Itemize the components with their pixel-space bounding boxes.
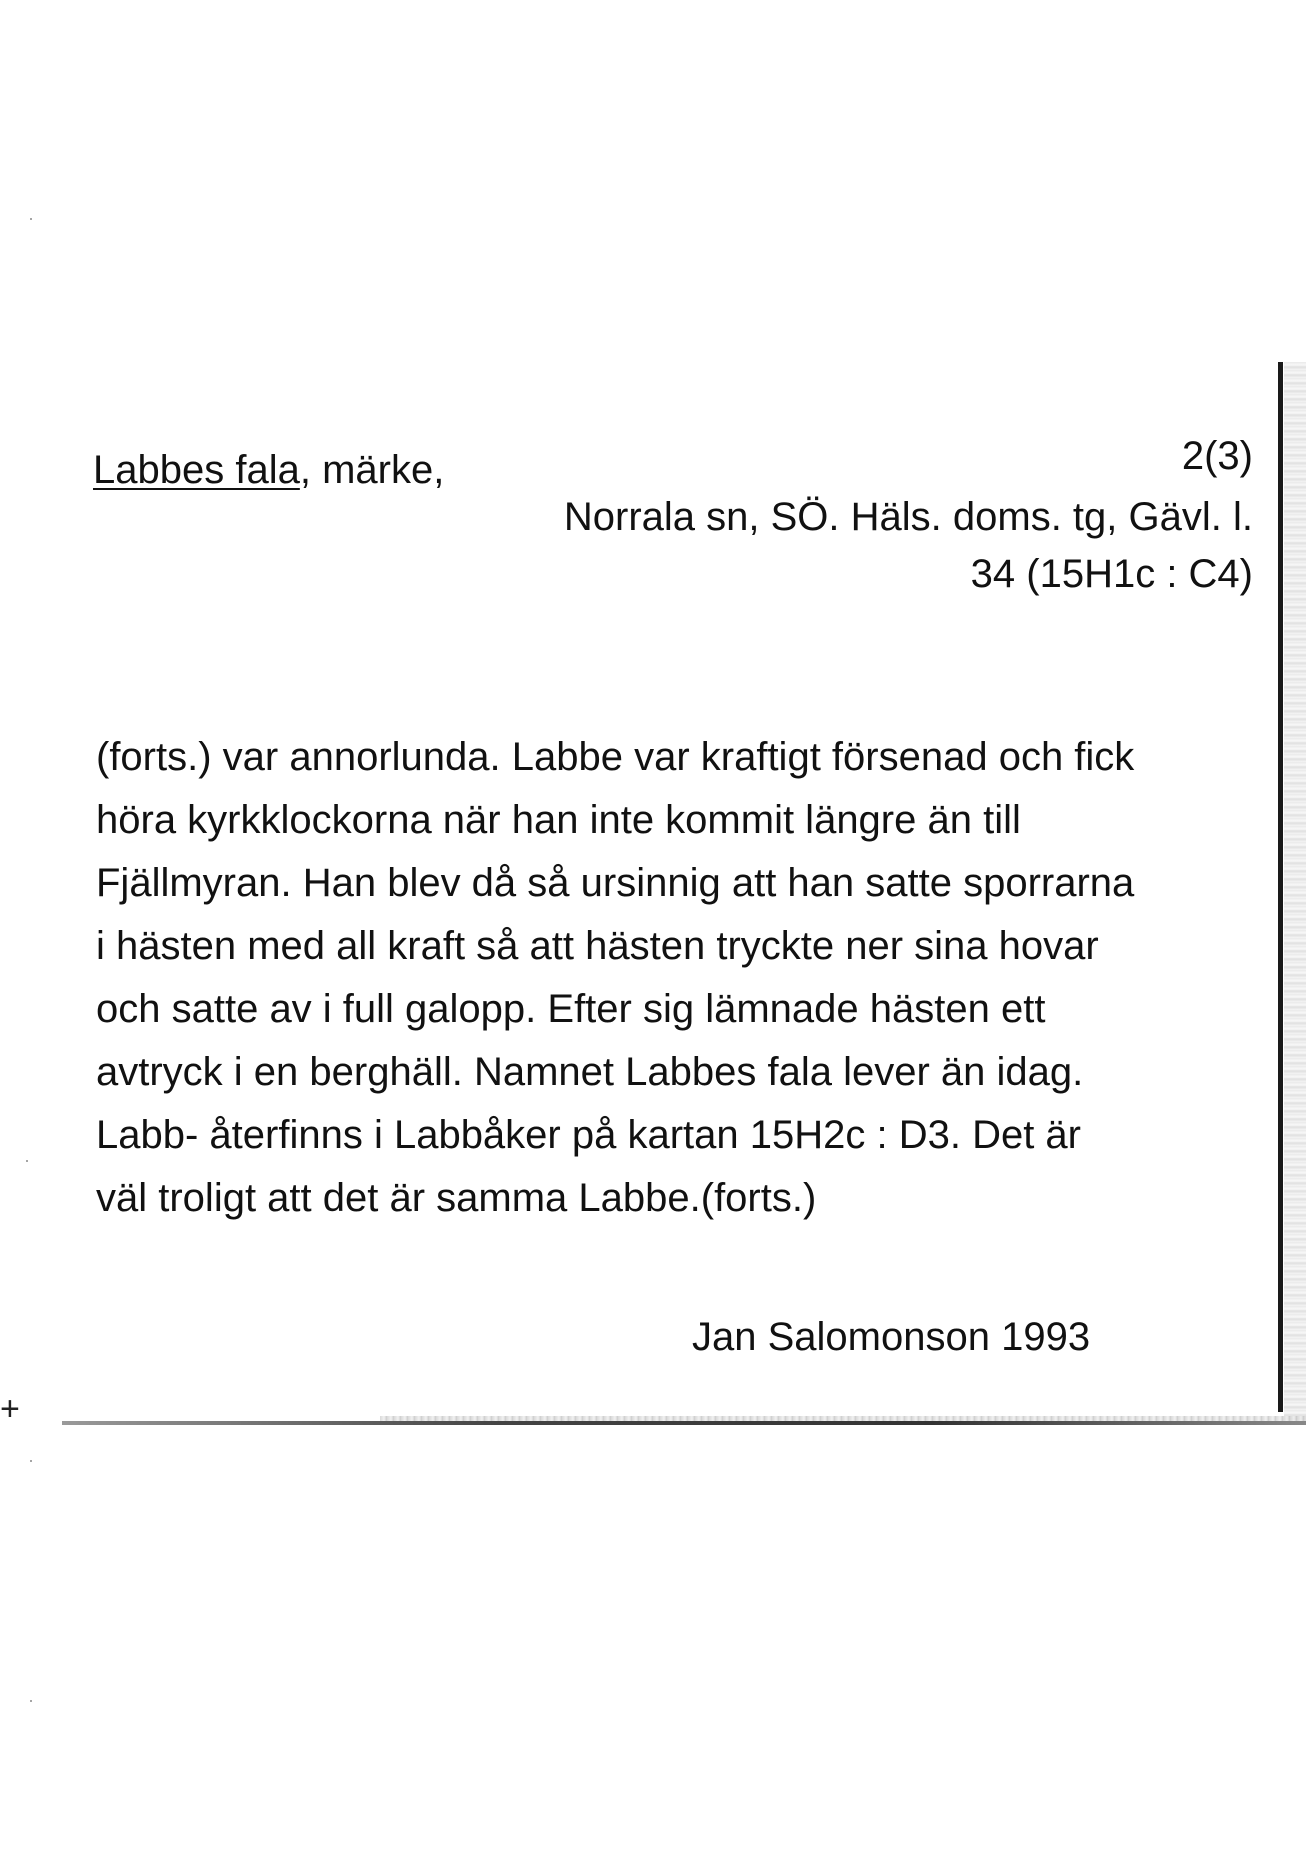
card-body-text xyxy=(96,726,1266,1230)
place-type: , märke, xyxy=(299,448,445,492)
body-line: höra kyrkklockorna när han inte kommit längre än till xyxy=(96,798,1021,842)
place-name: Labbes fala xyxy=(93,448,300,492)
body-line: i hästen med all kraft så att hästen tryckte ner sina hovar xyxy=(96,924,1099,968)
card-bottom-edge xyxy=(62,1421,1306,1425)
body-line: och satte av i full galopp. Efter sig lämnade hästen ett xyxy=(96,987,1046,1031)
body-line: avtryck i en berghäll. Namnet Labbes fala lever än idag. xyxy=(96,1050,1084,1094)
body-line: väl troligt att det är samma Labbe.(forts.) xyxy=(96,1176,817,1220)
scan-speck xyxy=(30,1700,32,1702)
author-signature: Jan Salomonson 1993 xyxy=(692,1315,1091,1359)
card-right-edge xyxy=(1278,362,1283,1412)
card-heading xyxy=(93,450,444,490)
body-line: (forts.) var annorlunda. Labbe var kraftigt försenad och fick xyxy=(96,735,1135,779)
location-line: Norrala sn, SÖ. Häls. doms. tg, Gävl. l. xyxy=(563,495,1253,539)
body-line: Labb- återfinns i Labbåker på kartan 15H2c : D3. Det är xyxy=(96,1113,1081,1157)
scan-speck xyxy=(30,218,32,220)
scan-speck xyxy=(26,1160,28,1162)
margin-plus-mark: + xyxy=(0,1390,20,1428)
body-line: Fjällmyran. Han blev då så ursinnig att han satte sporrarna xyxy=(96,861,1135,905)
map-reference: 34 (15H1c : C4) xyxy=(970,552,1253,596)
card-edge-texture xyxy=(1284,362,1306,1422)
page-number: 2(3) xyxy=(1181,434,1253,478)
scan-speck xyxy=(30,1460,32,1462)
